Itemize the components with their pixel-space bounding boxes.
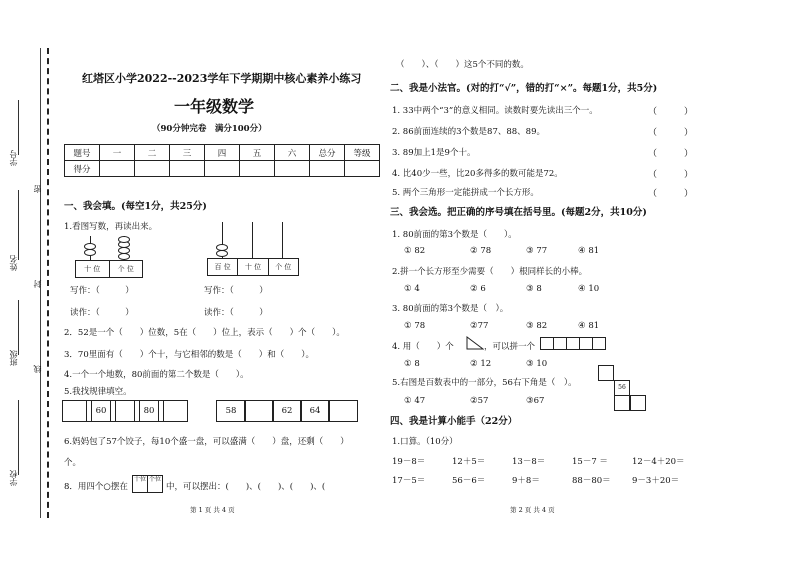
abacus-b-base (207, 258, 299, 276)
choice-option[interactable]: ④ 10 (578, 284, 600, 294)
score-cell: 一 (100, 145, 135, 161)
pattern-box[interactable] (158, 400, 188, 422)
score-cell: 三 (170, 145, 205, 161)
strip-cell (580, 337, 593, 350)
choice-option[interactable]: ① 4 (404, 284, 420, 294)
place-label: 十 位 (76, 261, 110, 277)
q5-text: 5.我找规律填空。 (64, 387, 132, 397)
abacus-bead (84, 249, 96, 256)
choice-option[interactable]: ② 12 (470, 359, 492, 369)
student-no-label: 学号 (9, 150, 18, 166)
place-label: 十 位 (238, 259, 268, 275)
name-line (18, 190, 19, 260)
choice-q2: 2.拼一个长方形至少需要（ ）根同样长的小棒。 (392, 267, 588, 277)
page-number-2: 第 2 页 共 4 页 (510, 506, 555, 514)
judge-answer[interactable]: （ ） (648, 128, 694, 138)
score-cell: 得分 (65, 161, 100, 177)
strip-cell (554, 337, 567, 350)
score-cell: 总分 (310, 145, 345, 161)
grid-label: 十位 (133, 476, 148, 492)
strip-cell (567, 337, 580, 350)
q3-text: 3．70里面有（ ）个十，与它相邻的数是（ ）和（ ）。 (64, 350, 314, 360)
choice-option[interactable]: ②77 (470, 321, 489, 331)
score-input-cell[interactable] (240, 161, 275, 177)
grade-title: 一年级数学 (174, 97, 255, 116)
q2-text: 2．52是一个（ ）位数，5在（ ）位上，表示（ ）个（ ）。 (64, 328, 345, 338)
score-table-header-row (65, 145, 380, 161)
pattern-box: 60 (86, 400, 116, 422)
score-input-cell[interactable] (170, 161, 205, 177)
calc-item[interactable]: 17－5＝ (392, 476, 426, 486)
pattern-box: 64 (300, 400, 330, 422)
score-input-cell[interactable] (100, 161, 135, 177)
score-input-cell[interactable] (310, 161, 345, 177)
choice-option[interactable]: ②57 (470, 396, 489, 406)
calc-title: 1.口算。（10分） (392, 437, 458, 447)
choice-q4: 4. 用（ ）个 (392, 342, 454, 352)
place-label: 个 位 (117, 265, 134, 273)
choice-option[interactable]: ④ 81 (578, 246, 600, 256)
calc-item[interactable]: 9＋8＝ (512, 476, 540, 486)
score-cell: 等级 (345, 145, 380, 161)
abacus-bead (216, 250, 228, 257)
section1-title: 一、我会填。(每空1分，共25分) (64, 201, 207, 212)
score-table (64, 144, 380, 177)
section2-title: 二、我是小法官。(对的打“√”，错的打“×”。每题1分，共5分) (390, 83, 658, 94)
score-cell: 四 (205, 145, 240, 161)
place-label: 百 位 (208, 259, 238, 275)
judge-answer[interactable]: （ ） (648, 107, 694, 117)
judge-item: 5. 两个三角形一定能拼成一个长方形。 (392, 188, 539, 198)
chart-cell (630, 395, 646, 411)
choice-option[interactable]: ③ 82 (526, 321, 548, 331)
choice-q5: 5.右图是百数表中的一部分，56右下角是（ ）。 (392, 378, 577, 388)
abacus-rod (282, 222, 283, 258)
chart-cell (614, 395, 630, 411)
place-label: 个 位 (275, 263, 292, 271)
strip-cell (593, 337, 606, 350)
choice-q1: 1. 80前面的第3个数是（ ）。 (392, 230, 517, 240)
score-cell: 二 (135, 145, 170, 161)
pattern-box[interactable] (244, 400, 274, 422)
q6-text: 6.妈妈包了57个饺子，每10个盛一盘，可以盛满（ ）盘，还剩（ ） (64, 437, 349, 447)
choice-option[interactable]: ① 82 (404, 246, 426, 256)
calc-item[interactable]: 56－6＝ (452, 476, 486, 486)
seal-mark-2: 封 (33, 280, 42, 288)
score-table-score-row (65, 161, 380, 177)
calc-item[interactable]: 9－3＋20＝ (632, 476, 680, 486)
school-label: 学校 (9, 470, 18, 486)
score-cell: 五 (240, 145, 275, 161)
class-label: 班级 (9, 350, 18, 366)
grid-label: 个位 (148, 476, 161, 483)
strip-cell (540, 337, 554, 350)
choice-option[interactable]: ① 78 (404, 321, 426, 331)
judge-item: 4. 比40少一些，比20多得多的数可能是72。 (392, 169, 563, 179)
calc-item[interactable]: 88－80＝ (572, 476, 611, 486)
q4-text: 4.一个一个地数，80前面的第二个数是（ ）。 (64, 370, 249, 380)
judge-answer[interactable]: （ ） (648, 189, 694, 199)
choice-option[interactable]: ② 6 (470, 284, 486, 294)
judge-answer[interactable]: （ ） (648, 149, 694, 159)
seal-mark-1: 密 (33, 185, 42, 193)
score-cell: 题号 (65, 145, 100, 161)
read-b[interactable]: 读作：（ ） (204, 308, 268, 318)
carry-over-line: （ ）、（ ）这5个不同的数。 (396, 60, 529, 70)
page-number-1: 第 1 页 共 4 页 (190, 506, 235, 514)
write-b[interactable]: 写作：（ ） (204, 286, 268, 296)
write-a[interactable]: 写作：（ ） (70, 286, 134, 296)
pattern-box[interactable] (328, 400, 358, 422)
choice-q4-cont: ，可以拼一个 (484, 342, 536, 352)
pattern-box: 62 (272, 400, 302, 422)
calc-item[interactable]: 13－8＝ (512, 457, 546, 467)
judge-item: 2. 86前面连续的3个数是87、88、89。 (392, 127, 545, 137)
name-label: 姓名 (9, 255, 18, 271)
section4-title: 四、我是计算小能手（22分） (390, 416, 518, 427)
chart-cell-56: 56 (614, 380, 630, 396)
score-input-cell[interactable] (345, 161, 380, 177)
q1-text: 1.看图写数，再读出来。 (64, 222, 158, 232)
calc-item[interactable]: 19－8＝ (392, 457, 426, 467)
abacus-bead (118, 236, 130, 243)
q7-text-cont: 中，可以摆出：( )、( )、( )、( (166, 482, 326, 492)
school-line (18, 400, 19, 475)
choice-option[interactable]: ③ 10 (526, 359, 548, 369)
choice-option[interactable]: ③67 (526, 396, 545, 406)
choice-option[interactable]: ② 78 (470, 246, 492, 256)
choice-option[interactable]: ③ 77 (526, 246, 548, 256)
place-value-grid (132, 475, 163, 493)
judge-answer[interactable]: （ ） (648, 170, 694, 180)
read-a[interactable]: 读作：（ ） (70, 308, 134, 318)
abacus-bead (84, 243, 96, 250)
score-input-cell[interactable] (205, 161, 240, 177)
time-info: （90分钟完卷 满分100分） (152, 124, 267, 134)
judge-item: 1. 33中两个“3”的意义相同。读数时要先读出三个一。 (392, 106, 598, 116)
abacus-bead (118, 247, 130, 254)
student-no-line (18, 100, 19, 155)
calc-item[interactable]: 12－4＋20＝ (632, 457, 685, 467)
class-line (18, 300, 19, 355)
judge-item: 3. 89加上1是9个十。 (392, 148, 476, 158)
chart-cell (598, 365, 614, 381)
pattern-box: 80 (134, 400, 164, 422)
seal-mark-3: 线 (33, 365, 42, 373)
score-cell: 六 (275, 145, 310, 161)
score-input-cell[interactable] (135, 161, 170, 177)
pattern-box: 58 (216, 400, 246, 422)
score-input-cell[interactable] (275, 161, 310, 177)
abacus-bead (118, 253, 130, 260)
triangle-icon (466, 336, 484, 350)
rectangle-strip (540, 337, 606, 350)
abacus-bead (216, 244, 228, 251)
choice-q3: 3. 80前面的第3个数是（ ）。 (392, 304, 509, 314)
calc-item[interactable]: 15－7 ＝ (572, 457, 608, 467)
calc-item[interactable]: 12＋5＝ (452, 457, 486, 467)
choice-option[interactable]: ① 47 (404, 396, 426, 406)
q6-text-cont: 个。 (64, 458, 82, 468)
choice-option[interactable]: ④ 81 (578, 321, 600, 331)
section3-title: 三、我会选。把正确的序号填在括号里。(每题2分，共10分) (390, 207, 647, 218)
choice-option[interactable]: ③ 8 (526, 284, 542, 294)
abacus-rod (252, 222, 253, 258)
abacus-a-base (75, 260, 143, 278)
choice-option[interactable]: ① 8 (404, 359, 420, 369)
school-title: 红塔区小学2022--2023学年下学期期中核心素养小练习 (82, 72, 362, 85)
q7-text: 8．用四个○摆在 (64, 482, 128, 492)
binding-dashed-line (47, 48, 49, 518)
